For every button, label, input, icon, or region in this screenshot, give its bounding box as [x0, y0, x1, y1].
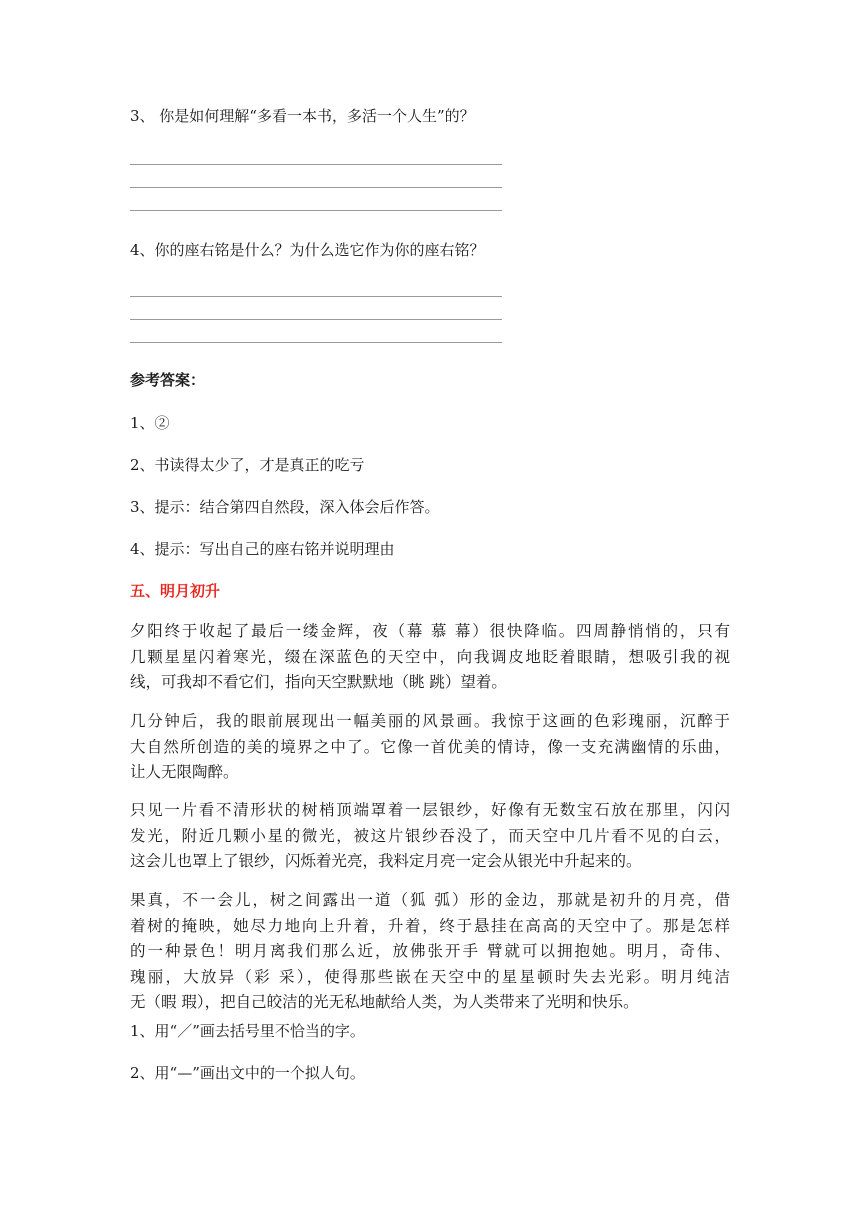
- paragraph-line: 大自然所创造的美的境界之中了。它像一首优美的情诗，像一支充满幽情的乐曲，: [130, 737, 730, 756]
- answer-blank-line[interactable]: [130, 296, 502, 297]
- paragraph-line: 瑰丽，大放异（彩 采），使得那些嵌在天空中的星星顿时失去光彩。明月纯洁: [130, 967, 730, 986]
- paragraph-line: 线，可我却不看它们，指向天空默默地（眺 跳）望着。: [130, 673, 507, 691]
- answer-blank-line[interactable]: [130, 164, 502, 165]
- paragraph-line: 无（暇 瑕），把自己皎洁的光无私地献给人类，为人类带来了光明和快乐。: [130, 993, 639, 1011]
- answer-blank-line[interactable]: [130, 319, 502, 320]
- answers-heading: 参考答案：: [130, 371, 206, 389]
- answer-blank-line[interactable]: [130, 342, 502, 343]
- answer-4: 4、提示：写出自己的座右铭并说明理由: [130, 540, 395, 558]
- paragraph-line: 果真，不一会儿，树之间露出一道（狐 弧）形的金边，那就是初升的月亮，借: [130, 891, 730, 909]
- paragraph-line: 只见一片看不清形状的树梢顶端罩着一层银纱，好像有无数宝石放在那里，闪闪: [130, 801, 730, 819]
- paragraph-4: [130, 888, 730, 1016]
- paragraph-line: 这会儿也罩上了银纱，闪烁着光亮，我料定月亮一定会从银光中升起来的。: [130, 852, 642, 870]
- paragraph-line: 几分钟后，我的眼前展现出一幅美丽的风景画。我惊于这画的色彩瑰丽，沉醉于: [130, 712, 730, 730]
- paragraph-2: [130, 709, 730, 786]
- paragraph-line: 夕阳终于收起了最后一缕金辉，夜（幕 慕 幕）很快降临。四周静悄悄的，只有: [130, 622, 730, 640]
- paragraph-line: 的一种景色！明月离我们那么近，放佛张开手 臂就可以拥抱她。明月，奇伟、: [130, 942, 730, 960]
- question-4: 4、你的座右铭是什么？为什么选它作为你的座右铭？: [130, 241, 485, 259]
- exercise-question-2: 2、用“—”画出文中的一个拟人句。: [130, 1064, 365, 1082]
- paragraph-3: [130, 798, 730, 875]
- paragraph-line: 着树的掩映，她尽力地向上升着，升着，终于悬挂在高高的天空中了。那是怎样: [130, 916, 730, 935]
- paragraph-line: 发光，附近几颗小星的微光，被这片银纱吞没了，而天空中几片看不见的白云，: [130, 826, 730, 845]
- exercise-question-1: 1、用“／”画去括号里不恰当的字。: [130, 1022, 365, 1040]
- answer-blank-line[interactable]: [130, 187, 502, 188]
- paragraph-line: 几颗星星闪着寒光，缀在深蓝色的天空中，向我调皮地眨着眼睛，想吸引我的视: [130, 647, 730, 666]
- answer-2: 2、书读得太少了，才是真正的吃亏: [130, 456, 365, 474]
- question-3: 3、 你是如何理解“多看一本书，多活一个人生”的？: [130, 107, 475, 125]
- answer-blank-line[interactable]: [130, 210, 502, 211]
- answer-1: 1、②: [130, 414, 170, 432]
- answer-3: 3、提示：结合第四自然段，深入体会后作答。: [130, 498, 440, 516]
- section-title: 五、明月初升: [130, 582, 221, 600]
- paragraph-line: 让人无限陶醉。: [130, 763, 239, 781]
- paragraph-1: [130, 619, 730, 696]
